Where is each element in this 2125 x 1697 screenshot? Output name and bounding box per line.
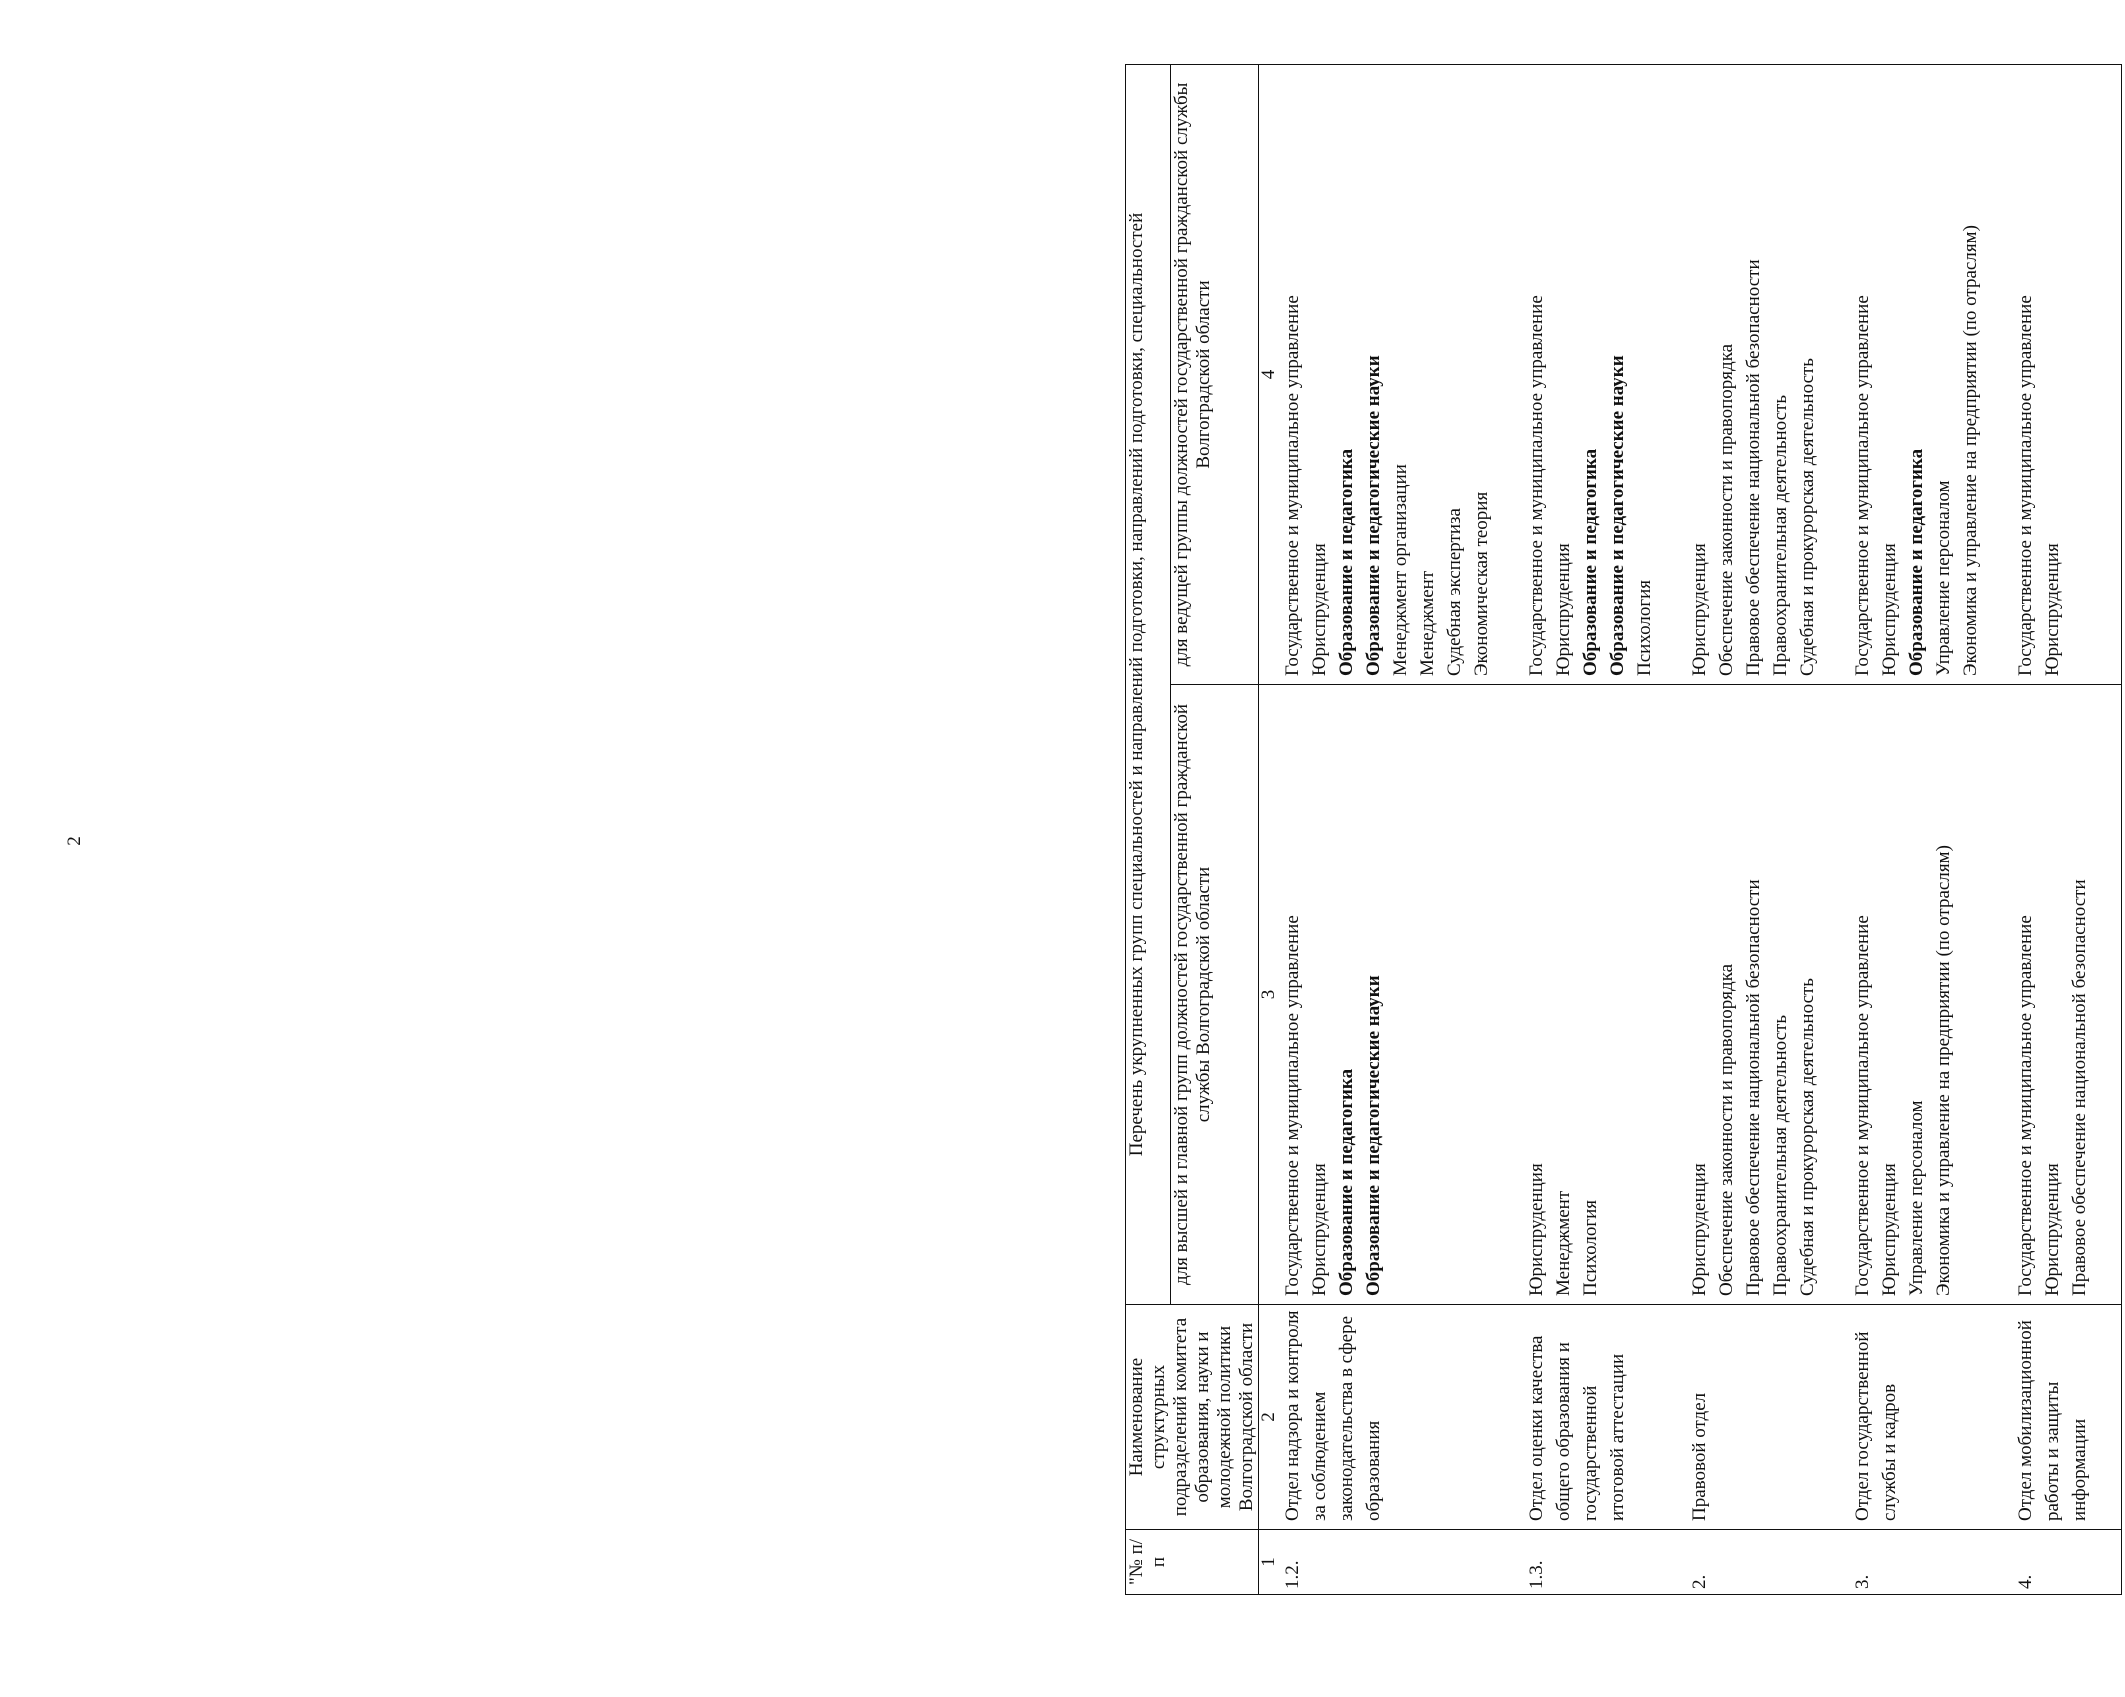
rotated-table-container [1125, 65, 2125, 1595]
specialty-item: Юриспруденция [1309, 1163, 1330, 1296]
leading-group-specialties [1523, 64, 1686, 684]
specialty-item: Управление персоналом [1933, 480, 1954, 676]
page-number: 2 [63, 836, 85, 846]
higher-group-specialties [1523, 685, 1686, 1305]
specialty-item: Юриспруденция [2042, 543, 2063, 676]
specialty-item: Менеджмент [1417, 570, 1438, 676]
specialty-item: Государственное и муниципальное управление [1282, 295, 1303, 676]
specialty-item: Образование и педагогические науки [1607, 355, 1628, 676]
higher-group-specialties [1849, 685, 2012, 1305]
specialty-item: Судебная и прокурорская деятельность [1797, 978, 1818, 1296]
specialty-item: Обеспечение законности и правопорядка [1716, 963, 1737, 1296]
department-name: Отдел государственной службы и кадров [1849, 1305, 2012, 1530]
column-number: 3 [1259, 685, 1280, 1305]
department-name: Правовой отдел [1686, 1305, 1849, 1530]
specialty-item: Правовое обеспечение национальной безопасности [1743, 879, 1764, 1296]
specialty-item: Экономика и управление на предприятии (по отраслям) [1933, 845, 1954, 1296]
specialty-item: Государственное и муниципальное управление [1852, 915, 1873, 1296]
specialty-item: Юриспруденция [1879, 543, 1900, 676]
specialty-item: Образование и педагогика [1336, 1068, 1357, 1296]
specialty-item: Образование и педагогика [1336, 448, 1357, 676]
specialty-item: Государственное и муниципальное управление [1526, 295, 1547, 676]
header-department-name: Наименование структурных подразделений комитета образования, науки и молодежной политики Волгоградской области [1126, 1305, 1259, 1530]
specialty-item: Экономическая теория [1471, 491, 1492, 676]
specialty-item: Судебная экспертиза [1444, 508, 1465, 676]
specialty-item: Менеджмент организации [1390, 464, 1411, 676]
specialty-item: Правоохранительная деятельность [1770, 1014, 1791, 1296]
specialty-item: Образование и педагогика [1906, 448, 1927, 676]
department-name: Отдел надзора и контроля за соблюдением законодательства в сфере образования [1279, 1305, 1523, 1530]
leading-group-specialties [1849, 64, 2012, 684]
specialty-item: Правоохранительная деятельность [1770, 394, 1791, 676]
specialty-item: Образование и педагогика [1580, 448, 1601, 676]
row-number: 1.3. [1523, 1530, 1686, 1595]
specialty-item: Правовое обеспечение национальной безопасности [1743, 259, 1764, 676]
row-number: 3. [1849, 1530, 2012, 1595]
specialty-item: Юриспруденция [1526, 1163, 1547, 1296]
higher-group-specialties [1279, 685, 1523, 1305]
specialty-item: Обеспечение законности и правопорядка [1716, 343, 1737, 676]
row-number: 1.2. [1279, 1530, 1523, 1595]
leading-group-specialties [1279, 64, 1523, 684]
specialty-item: Юриспруденция [2042, 1163, 2063, 1296]
table-body [1279, 64, 2122, 1594]
specialty-item: Юриспруденция [1689, 543, 1710, 676]
header-number: "№ п/п [1126, 1530, 1259, 1595]
table-row [2012, 64, 2122, 1594]
department-name: Отдел оценки качества общего образования и государственной итоговой аттестации [1523, 1305, 1686, 1530]
header-specialties-group: Перечень укрупненных групп специальностей и направлений подготовки, направлений подготовки, специальностей [1126, 64, 1171, 1304]
higher-group-specialties [2012, 685, 2122, 1305]
column-number: 4 [1259, 64, 1280, 684]
higher-group-specialties [1686, 685, 1849, 1305]
specialty-item: Государственное и муниципальное управление [2015, 915, 2036, 1296]
specialty-item: Государственное и муниципальное управление [1852, 295, 1873, 676]
table-row [1686, 64, 1849, 1594]
table-row [1523, 64, 1686, 1594]
specialty-item: Образование и педагогические науки [1363, 975, 1384, 1296]
specialties-table [1125, 64, 2122, 1595]
column-number: 2 [1259, 1305, 1280, 1530]
department-name: Отдел мобилизационной работы и защиты информации [2012, 1305, 2122, 1530]
specialty-item: Правовое обеспечение национальной безопасности [2069, 879, 2090, 1296]
row-number: 2. [1686, 1530, 1849, 1595]
specialty-item: Юриспруденция [1879, 1163, 1900, 1296]
table-row [1849, 64, 2012, 1594]
specialty-item: Юриспруденция [1553, 543, 1574, 676]
specialty-item: Экономика и управление на предприятии (по отраслям) [1960, 225, 1981, 676]
specialty-item: Образование и педагогические науки [1363, 355, 1384, 676]
specialty-item: Государственное и муниципальное управление [1282, 915, 1303, 1296]
specialty-item: Юриспруденция [1309, 543, 1330, 676]
column-number: 1 [1259, 1530, 1280, 1595]
leading-group-specialties [2012, 64, 2122, 684]
specialty-item: Психология [1634, 579, 1655, 676]
specialty-item: Управление персоналом [1906, 1100, 1927, 1296]
row-number: 4. [2012, 1530, 2122, 1595]
header-leading-group: для ведущей группы должностей государственной гражданской службы Волгоградской области [1170, 64, 1258, 684]
header-higher-group: для высшей и главной групп должностей государственной гражданской службы Волгоградской области [1170, 685, 1258, 1305]
specialty-item: Менеджмент [1553, 1190, 1574, 1296]
specialty-item: Судебная и прокурорская деятельность [1797, 358, 1818, 676]
specialty-item: Государственное и муниципальное управление [2015, 295, 2036, 676]
leading-group-specialties [1686, 64, 1849, 684]
specialty-item: Юриспруденция [1689, 1163, 1710, 1296]
specialty-item: Психология [1580, 1199, 1601, 1296]
table-row [1279, 64, 1523, 1594]
